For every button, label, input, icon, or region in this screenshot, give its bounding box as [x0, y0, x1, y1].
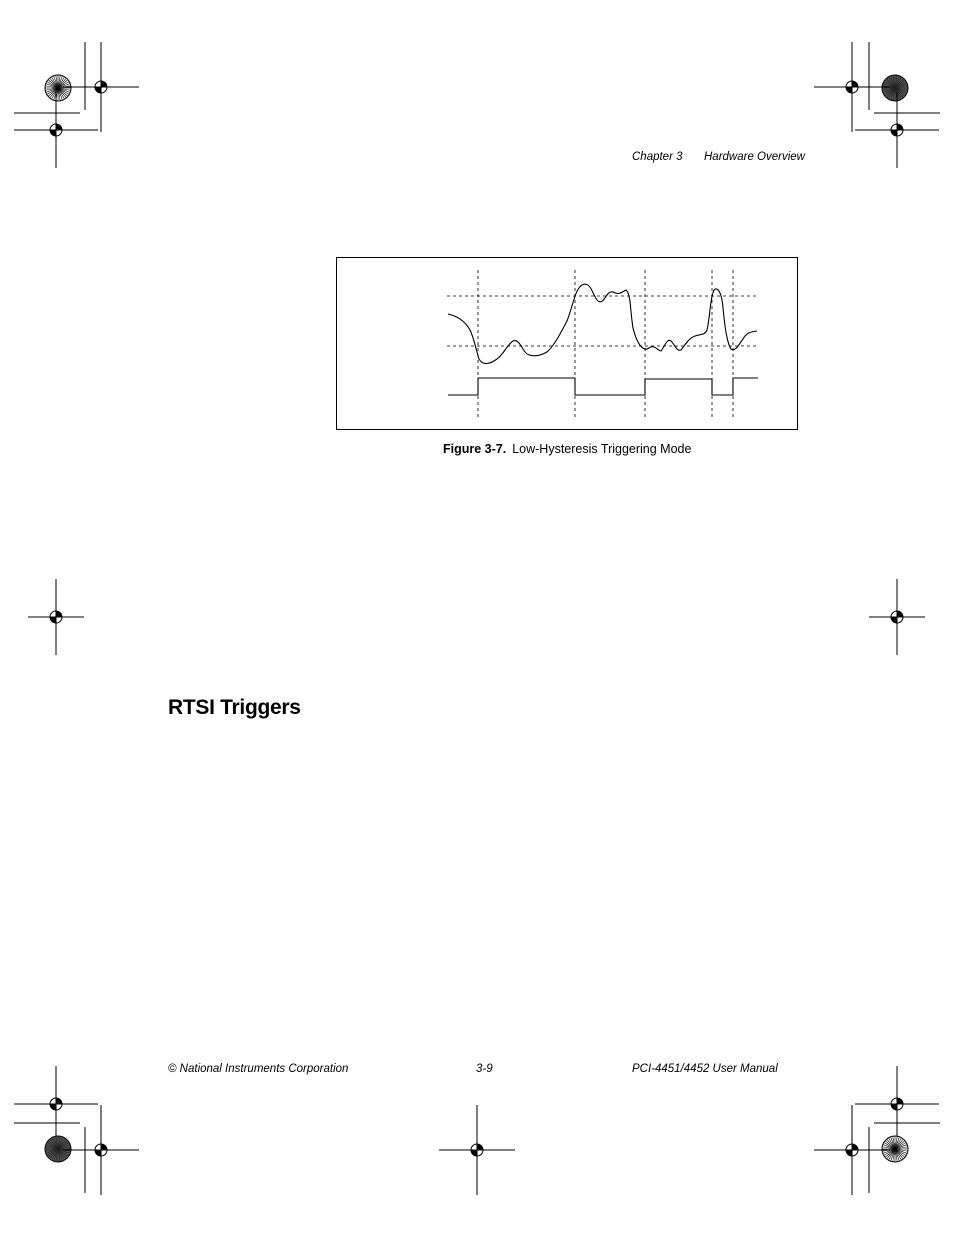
figure-caption [443, 442, 691, 456]
footer-manual-title: PCI-4451/4452 User Manual [632, 1063, 778, 1075]
figure-frame [336, 257, 798, 430]
registration-marks-group [14, 42, 940, 1195]
hysteresis-diagram [337, 258, 797, 429]
analog-signal-curve [448, 284, 757, 363]
figure-title: Low-Hysteresis Triggering Mode [512, 442, 692, 456]
figure-label: Figure 3-7. [443, 442, 507, 456]
header-section: Hardware Overview [704, 151, 805, 163]
trigger-marker-lines [478, 270, 733, 420]
trigger-output-square-wave [448, 378, 758, 395]
footer-copyright: © National Instruments Corporation [168, 1063, 349, 1075]
header-chapter: Chapter 3 [632, 151, 683, 163]
section-heading: RTSI Triggers [168, 696, 301, 719]
footer-page-number: 3-9 [476, 1063, 493, 1075]
